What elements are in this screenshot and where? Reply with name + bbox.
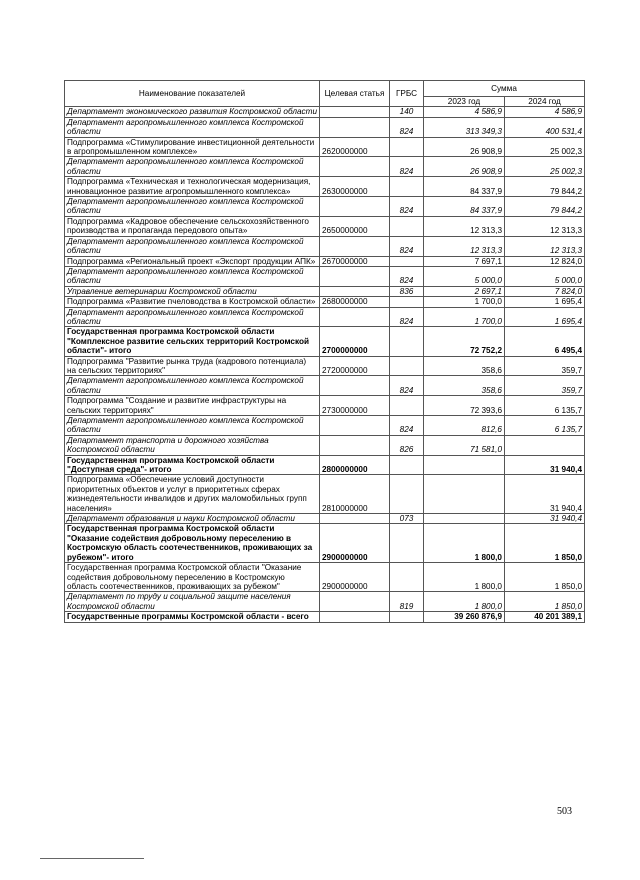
- header-2024: 2024 год: [505, 97, 585, 107]
- cell-target: 2810000000: [320, 475, 390, 514]
- cell-sum-2024: 5 000,0: [505, 266, 585, 286]
- cell-sum-2023: 358,6: [424, 356, 505, 376]
- cell-name: Управление ветеринарии Костромской области: [65, 286, 320, 296]
- table-row: [65, 297, 585, 307]
- cell-grbs: 140: [390, 107, 424, 117]
- cell-sum-2023: 1 700,0: [424, 297, 505, 307]
- table-row: [65, 107, 585, 117]
- cell-grbs: [390, 524, 424, 563]
- table-row: [65, 376, 585, 396]
- cell-sum-2024: 12 313,3: [505, 216, 585, 236]
- header-2023: 2023 год: [424, 97, 505, 107]
- cell-target: [320, 592, 390, 612]
- table-row: [65, 327, 585, 356]
- cell-sum-2024: 1 695,4: [505, 307, 585, 327]
- cell-sum-2024: 79 844,2: [505, 197, 585, 217]
- cell-grbs: 824: [390, 307, 424, 327]
- cell-sum-2023: 72 393,6: [424, 396, 505, 416]
- cell-name: Департамент экономического развития Костромской области: [65, 107, 320, 117]
- cell-sum-2024: 1 850,0: [505, 524, 585, 563]
- cell-target: 2900000000: [320, 524, 390, 563]
- cell-grbs: 824: [390, 117, 424, 137]
- table-row: [65, 216, 585, 236]
- cell-name: Департамент агропромышленного комплекса Костромской области: [65, 307, 320, 327]
- cell-grbs: [390, 396, 424, 416]
- cell-name: Государственная программа Костромской области "Комплексное развитие сельских территорий Костромской области"- итого: [65, 327, 320, 356]
- cell-grbs: [390, 137, 424, 157]
- cell-grbs: 824: [390, 416, 424, 436]
- table-row: [65, 307, 585, 327]
- cell-sum-2023: 1 700,0: [424, 307, 505, 327]
- table-row: [65, 236, 585, 256]
- cell-target: [320, 286, 390, 296]
- table-row: [65, 177, 585, 197]
- table-row: [65, 592, 585, 612]
- cell-sum-2023: 7 697,1: [424, 256, 505, 266]
- table-row: [65, 157, 585, 177]
- cell-grbs: [390, 297, 424, 307]
- budget-table-sheet: [64, 80, 584, 623]
- cell-grbs: 826: [390, 435, 424, 455]
- cell-sum-2024: 6 135,7: [505, 396, 585, 416]
- cell-target: [320, 117, 390, 137]
- header-target: Целевая статья: [320, 81, 390, 107]
- cell-name: Подпрограмма "Развитие рынка труда (кадрового потенциала) на сельских территориях": [65, 356, 320, 376]
- cell-grbs: 824: [390, 376, 424, 396]
- cell-grbs: [390, 475, 424, 514]
- cell-name: Подпрограмма "Создание и развитие инфраструктуры на сельских территориях": [65, 396, 320, 416]
- footnote-divider: [40, 858, 144, 859]
- cell-sum-2023: 39 260 876,9: [424, 612, 505, 622]
- table-row: [65, 197, 585, 217]
- cell-sum-2024: 31 940,4: [505, 514, 585, 524]
- cell-target: [320, 266, 390, 286]
- cell-name: Подпрограмма «Обеспечение условий доступности приоритетных объектов и услуг в приоритетных сферах жизнедеятельности инвалидов и других маломобильных групп населения»: [65, 475, 320, 514]
- cell-name: Подпрограмма «Кадровое обеспечение сельскохозяйственного производства и пропаганда передового опыта»: [65, 216, 320, 236]
- cell-sum-2024: 6 495,4: [505, 327, 585, 356]
- cell-sum-2024: 1 695,4: [505, 297, 585, 307]
- cell-sum-2023: 1 800,0: [424, 563, 505, 592]
- table-row: [65, 416, 585, 436]
- cell-name: Департамент образования и науки Костромской области: [65, 514, 320, 524]
- cell-name: Департамент агропромышленного комплекса Костромской области: [65, 416, 320, 436]
- cell-name: Департамент агропромышленного комплекса Костромской области: [65, 197, 320, 217]
- cell-sum-2023: 2 697,1: [424, 286, 505, 296]
- cell-name: Подпрограмма «Региональный проект «Экспорт продукции АПК»: [65, 256, 320, 266]
- cell-target: 2620000000: [320, 137, 390, 157]
- table-row: [65, 514, 585, 524]
- cell-sum-2023: 313 349,3: [424, 117, 505, 137]
- header-grbs: ГРБС: [390, 81, 424, 107]
- table-row: [65, 475, 585, 514]
- cell-target: 2720000000: [320, 356, 390, 376]
- cell-sum-2023: 1 800,0: [424, 592, 505, 612]
- cell-sum-2024: 359,7: [505, 356, 585, 376]
- cell-grbs: 073: [390, 514, 424, 524]
- cell-target: 2680000000: [320, 297, 390, 307]
- page-number: 503: [557, 806, 572, 817]
- cell-sum-2023: 26 908,9: [424, 137, 505, 157]
- cell-sum-2023: 12 313,3: [424, 236, 505, 256]
- table-row: [65, 286, 585, 296]
- cell-name: Департамент транспорта и дорожного хозяйства Костромской области: [65, 435, 320, 455]
- header-sum: Сумма: [424, 81, 585, 97]
- cell-grbs: [390, 356, 424, 376]
- cell-target: [320, 236, 390, 256]
- table-row: [65, 266, 585, 286]
- cell-target: 2670000000: [320, 256, 390, 266]
- cell-sum-2024: 1 850,0: [505, 563, 585, 592]
- cell-grbs: [390, 177, 424, 197]
- header-name: Наименование показателей: [65, 81, 320, 107]
- cell-target: [320, 107, 390, 117]
- table-row: [65, 563, 585, 592]
- table-row: [65, 455, 585, 475]
- cell-name: Департамент агропромышленного комплекса Костромской области: [65, 376, 320, 396]
- cell-grbs: [390, 563, 424, 592]
- cell-sum-2023: [424, 455, 505, 475]
- cell-sum-2023: 72 752,2: [424, 327, 505, 356]
- cell-grbs: 819: [390, 592, 424, 612]
- cell-sum-2024: 31 940,4: [505, 475, 585, 514]
- cell-sum-2023: 26 908,9: [424, 157, 505, 177]
- cell-target: [320, 416, 390, 436]
- table-row: [65, 612, 585, 622]
- cell-name: Департамент по труду и социальной защите населения Костромской области: [65, 592, 320, 612]
- cell-sum-2023: 71 581,0: [424, 435, 505, 455]
- cell-grbs: [390, 327, 424, 356]
- cell-sum-2024: 79 844,2: [505, 177, 585, 197]
- cell-grbs: 824: [390, 266, 424, 286]
- budget-table: [64, 80, 585, 623]
- cell-name: Государственная программа Костромской области "Оказание содействия добровольному переселению в Костромскую область соотечественников, проживающих за рубежом"- итого: [65, 524, 320, 563]
- cell-grbs: [390, 216, 424, 236]
- cell-target: [320, 514, 390, 524]
- cell-sum-2023: 812,6: [424, 416, 505, 436]
- cell-grbs: [390, 612, 424, 622]
- table-row: [65, 137, 585, 157]
- cell-sum-2024: 25 002,3: [505, 137, 585, 157]
- cell-target: 2730000000: [320, 396, 390, 416]
- cell-sum-2023: 84 337,9: [424, 177, 505, 197]
- cell-grbs: 824: [390, 157, 424, 177]
- cell-target: 2650000000: [320, 216, 390, 236]
- cell-name: Департамент агропромышленного комплекса Костромской области: [65, 117, 320, 137]
- cell-grbs: [390, 256, 424, 266]
- cell-target: [320, 197, 390, 217]
- cell-name: Департамент агропромышленного комплекса Костромской области: [65, 266, 320, 286]
- table-row: [65, 356, 585, 376]
- cell-target: [320, 157, 390, 177]
- cell-name: Подпрограмма «Техническая и технологическая модернизация, инновационное развитие агропромышленного комплекса»: [65, 177, 320, 197]
- cell-name: Подпрограмма «Стимулирование инвестиционной деятельности в агропромышленном комплексе»: [65, 137, 320, 157]
- cell-sum-2024: 31 940,4: [505, 455, 585, 475]
- cell-sum-2024: 6 135,7: [505, 416, 585, 436]
- cell-name: Государственная программа Костромской области "Доступная среда"- итого: [65, 455, 320, 475]
- cell-sum-2023: 5 000,0: [424, 266, 505, 286]
- cell-name: Департамент агропромышленного комплекса Костромской области: [65, 157, 320, 177]
- cell-sum-2024: 359,7: [505, 376, 585, 396]
- cell-sum-2023: [424, 475, 505, 514]
- cell-sum-2024: 4 586,9: [505, 107, 585, 117]
- cell-sum-2023: 12 313,3: [424, 216, 505, 236]
- cell-sum-2023: 358,6: [424, 376, 505, 396]
- cell-sum-2024: 12 313,3: [505, 236, 585, 256]
- cell-grbs: [390, 455, 424, 475]
- cell-target: [320, 376, 390, 396]
- cell-target: 2900000000: [320, 563, 390, 592]
- cell-target: [320, 612, 390, 622]
- cell-grbs: 824: [390, 197, 424, 217]
- cell-target: 2700000000: [320, 327, 390, 356]
- cell-grbs: 824: [390, 236, 424, 256]
- cell-sum-2024: 7 824,0: [505, 286, 585, 296]
- cell-grbs: 836: [390, 286, 424, 296]
- cell-name: Государственные программы Костромской области - всего: [65, 612, 320, 622]
- cell-name: Государственная программа Костромской области "Оказание содействия добровольному переселению в Костромскую область соотечественников, проживающих за рубежом": [65, 563, 320, 592]
- cell-name: Департамент агропромышленного комплекса Костромской области: [65, 236, 320, 256]
- table-body: [65, 107, 585, 622]
- table-row: [65, 524, 585, 563]
- cell-target: 2630000000: [320, 177, 390, 197]
- cell-sum-2024: 40 201 389,1: [505, 612, 585, 622]
- cell-sum-2023: [424, 514, 505, 524]
- table-row: [65, 256, 585, 266]
- table-row: [65, 117, 585, 137]
- cell-sum-2024: 12 824,0: [505, 256, 585, 266]
- cell-sum-2024: 1 850,0: [505, 592, 585, 612]
- cell-target: [320, 307, 390, 327]
- cell-sum-2024: 400 531,4: [505, 117, 585, 137]
- cell-target: [320, 435, 390, 455]
- cell-sum-2024: 25 002,3: [505, 157, 585, 177]
- cell-sum-2024: [505, 435, 585, 455]
- table-row: [65, 396, 585, 416]
- cell-sum-2023: 4 586,9: [424, 107, 505, 117]
- cell-target: 2800000000: [320, 455, 390, 475]
- table-row: [65, 435, 585, 455]
- cell-sum-2023: 1 800,0: [424, 524, 505, 563]
- cell-sum-2023: 84 337,9: [424, 197, 505, 217]
- cell-name: Подпрограмма «Развитие пчеловодства в Костромской области»: [65, 297, 320, 307]
